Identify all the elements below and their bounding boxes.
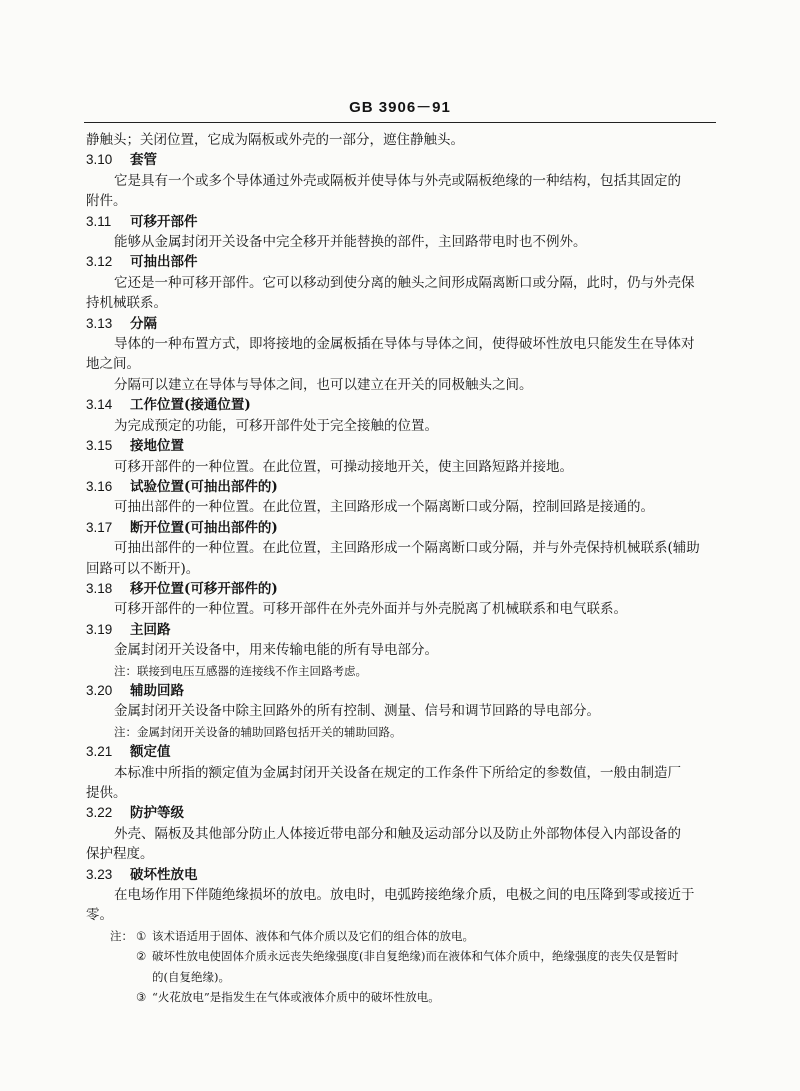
section-heading-3-11: [86, 212, 720, 232]
section-number: 3.21: [86, 744, 113, 760]
document-body: [86, 130, 720, 1007]
text-line: 外壳、隔板及其他部分防止人体接近带电部分和触及运动部分以及防止外部物体侵入内部设备的: [114, 825, 681, 842]
section-title: 断开位置(可抽出部件的): [130, 519, 278, 536]
section-heading-3-10: [86, 150, 720, 170]
text-line: 静触头；关闭位置，它成为隔板或外壳的一部分，遮住静触头。: [86, 132, 464, 148]
text-line: 导体的一种布置方式，即将接地的金属板插在导体与导体之间，使得破坏性放电只能发生在导体对: [114, 336, 695, 353]
note-line: 注：联接到电压互感器的连接线不作主回路考虑。: [114, 663, 367, 678]
note-label: 注：: [110, 928, 133, 943]
footnote-2: [86, 946, 720, 966]
text-line: 为完成预定的功能，可移开部件处于完全接触的位置。: [114, 417, 438, 434]
section-heading-3-18: [86, 579, 720, 599]
text-line: 零。: [86, 907, 113, 924]
section-heading-3-13: [86, 314, 720, 334]
section-number: 3.12: [86, 254, 113, 270]
section-number: 3.18: [86, 580, 113, 596]
section-number: 3.15: [86, 438, 113, 454]
footnote-text: 该术语适用于固体、液体和气体介质以及它们的组合体的放电。: [152, 928, 474, 943]
text-line: 地之间。: [86, 356, 140, 373]
footnote-text: 的(自复绝缘)。: [152, 969, 230, 984]
section-number: 3.19: [86, 621, 113, 637]
section-title: 可抽出部件: [130, 254, 198, 271]
note-line: 注：金属封闭开关设备的辅助回路包括开关的辅助回路。: [114, 724, 402, 739]
section-title: 破坏性放电: [130, 866, 198, 883]
text-line: 在电场作用下伴随绝缘损坏的放电。放电时，电弧跨接绝缘介质，电极之间的电压降到零或接近于: [114, 887, 695, 904]
section-number: 3.23: [86, 866, 113, 882]
text-line: 可抽出部件的一种位置。在此位置，主回路形成一个隔离断口或分隔，并与外壳保持机械联系(辅助: [114, 540, 700, 557]
footnote-3: [86, 987, 720, 1007]
footnote-2-cont: [86, 967, 720, 987]
text-line: 它还是一种可移开部件。它可以移动到使分离的触头之间形成隔离断口或分隔，此时，仍与外壳保: [114, 274, 695, 291]
text-line: 持机械联系。: [86, 295, 167, 312]
section-title: 额定值: [130, 744, 171, 761]
section-heading-3-23: [86, 865, 720, 885]
text-line: 附件。: [86, 193, 127, 210]
section-heading-3-16: [86, 477, 720, 497]
section-number: 3.20: [86, 682, 113, 698]
section-title: 试验位置(可抽出部件的): [130, 478, 278, 495]
text-line: 保护程度。: [86, 846, 154, 863]
section-title: 分隔: [130, 315, 157, 332]
section-heading-3-22: [86, 803, 720, 823]
section-title: 套管: [130, 152, 157, 169]
section-number: 3.10: [86, 152, 113, 168]
section-title: 主回路: [130, 621, 171, 638]
section-number: 3.11: [86, 213, 112, 229]
footnote-1: [86, 926, 720, 946]
section-title: 防护等级: [130, 805, 184, 822]
text-line: 金属封闭开关设备中，用来传输电能的所有导电部分。: [114, 642, 438, 659]
section-title: 接地位置: [130, 438, 184, 455]
text-line: 金属封闭开关设备中除主回路外的所有控制、测量、信号和调节回路的导电部分。: [114, 703, 600, 720]
footnote-text: “火花放电”是指发生在气体或液体介质中的破坏性放电。: [152, 990, 440, 1005]
section-heading-3-14: [86, 395, 720, 415]
text-line: 可移开部件的一种位置。可移开部件在外壳外面并与外壳脱离了机械联系和电气联系。: [114, 601, 627, 618]
section-heading-3-21: [86, 742, 720, 762]
section-title: 移开位置(可移开部件的): [130, 580, 278, 597]
text-line: 可抽出部件的一种位置。在此位置，主回路形成一个隔离断口或分隔，控制回路是接通的。: [114, 499, 654, 516]
section-heading-3-20: [86, 681, 720, 701]
text-line: 能够从金属封闭开关设备中完全移开并能替换的部件，主回路带电时也不例外。: [114, 234, 587, 251]
text-line: 可移开部件的一种位置。在此位置，可操动接地开关，使主回路短路并接地。: [114, 458, 573, 475]
section-title: 辅助回路: [130, 682, 184, 699]
text-line: 提供。: [86, 785, 127, 801]
footnote-marker: ③: [136, 990, 147, 1005]
text-line: 它是具有一个或多个导体通过外壳或隔板并使导体与外壳或隔板绝缘的一种结构，包括其固定的: [114, 172, 681, 189]
section-title: 工作位置(接通位置): [130, 397, 251, 414]
section-number: 3.14: [86, 397, 113, 413]
footnote-text: 破坏性放电使固体介质永远丧失绝缘强度(非自复绝缘)而在液体和气体介质中，绝缘强度的丧失仅是暂时: [152, 949, 679, 964]
section-heading-3-12: [86, 252, 720, 272]
section-number: 3.22: [86, 805, 113, 821]
section-number: 3.16: [86, 478, 113, 494]
section-heading-3-17: [86, 518, 720, 538]
section-number: 3.17: [86, 519, 113, 535]
text-line: 分隔可以建立在导体与导体之间，也可以建立在开关的同极触头之间。: [114, 376, 533, 393]
section-heading-3-19: [86, 620, 720, 640]
section-number: 3.13: [86, 315, 113, 331]
text-line: 本标准中所指的额定值为金属封闭开关设备在规定的工作条件下所给定的参数值，一般由制造厂: [114, 764, 681, 781]
section-title: 可移开部件: [130, 213, 198, 230]
page-header: GB 3906－91: [349, 99, 451, 116]
footnote-marker: ②: [136, 949, 147, 964]
footnote-marker: ①: [136, 928, 147, 943]
section-heading-3-15: [86, 436, 720, 456]
text-line: 回路可以不断开)。: [86, 560, 200, 577]
header-rule: [84, 122, 716, 123]
